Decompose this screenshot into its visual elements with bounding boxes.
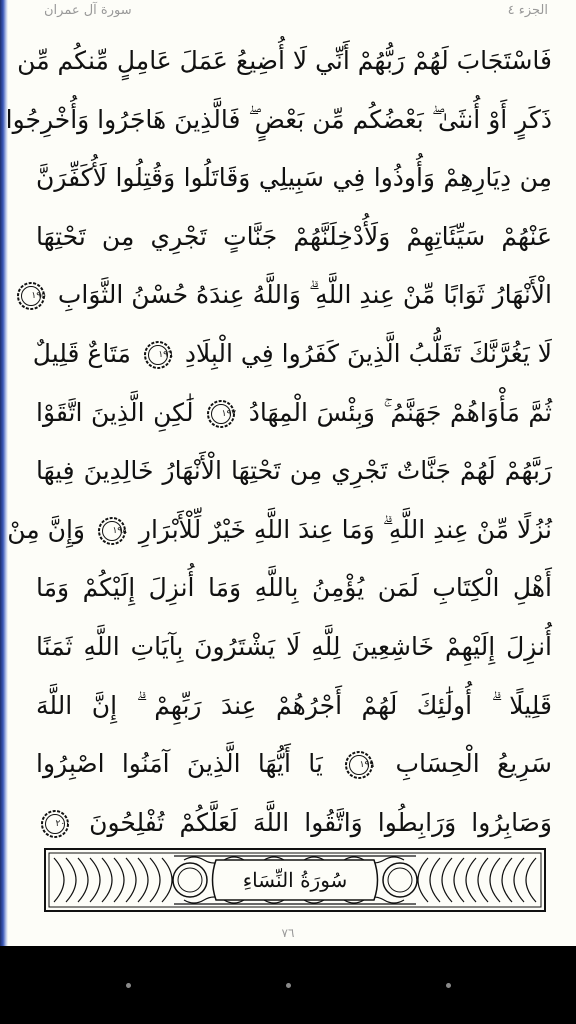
ayah-number: ١٩٩ <box>359 760 375 771</box>
verse-text: الْأَنْهَارُ ثَوَابًا مِّنْ عِندِ اللَّهِ ۗ وَاللَّهُ عِندَهُ حُسْنُ الثَّوَابِ <box>57 280 552 310</box>
ayah-number: ٢٠٠ <box>55 818 70 829</box>
verse-line-12[interactable] <box>36 677 552 736</box>
next-surah-banner[interactable] <box>44 848 546 912</box>
page-number: ٧٦ <box>281 926 295 940</box>
verse-line-3[interactable] <box>36 149 552 208</box>
verse-line-14[interactable] <box>36 794 552 853</box>
verse-line-7[interactable] <box>36 384 552 443</box>
nav-back-dot-icon[interactable] <box>126 983 131 988</box>
ayah-end-marker-icon <box>97 516 127 546</box>
ayah-end-marker-icon <box>206 399 236 429</box>
ayah-number: ١٩٥ <box>31 291 46 302</box>
verse-line-6[interactable] <box>32 325 552 384</box>
verse-line-10[interactable] <box>36 559 552 618</box>
verse-text-block[interactable] <box>5 32 553 852</box>
verse-text: عَنْهُمْ سَيِّئَاتِهِمْ وَلَأُدْخِلَنَّهُمْ جَنَّاتٍ تَجْرِي مِن تَحْتِهَا <box>36 221 552 251</box>
verse-line-13[interactable] <box>36 735 552 794</box>
ayah-number: ١٩٨ <box>112 525 127 536</box>
verse-line-2[interactable] <box>5 91 552 150</box>
verse-line-11[interactable] <box>36 618 552 677</box>
verse-text: لَا يَغُرَّنَّكَ تَقَلُّبُ الَّذِينَ كَفَرُوا فِي الْبِلَادِ <box>184 338 552 368</box>
android-navigation-bar <box>0 946 576 1024</box>
verse-text: وَصَابِرُوا وَرَابِطُوا وَاتَّقُوا اللَّهَ لَعَلَّكُمْ تُفْلِحُونَ <box>89 807 552 837</box>
next-surah-title: سُورَةُ النِّسَاءِ <box>242 868 348 892</box>
ayah-end-marker-icon <box>40 809 70 839</box>
verse-text: نُزُلًا مِّنْ عِندِ اللَّهِ ۗ وَمَا عِندَ اللَّهِ خَيْرٌ لِّلْأَبْرَارِ <box>138 514 552 544</box>
verse-line-1[interactable] <box>17 32 552 91</box>
ayah-end-marker-icon <box>16 281 46 311</box>
verse-text: ذَكَرٍ أَوْ أُنثَىٰ ۖ بَعْضُكُم مِّن بَعْضٍ ۖ فَالَّذِينَ هَاجَرُوا وَأُخْرِجُوا <box>5 104 552 134</box>
verse-text: أُنزِلَ إِلَيْهِمْ خَاشِعِينَ لِلَّهِ لَا يَشْتَرُونَ بِآيَاتِ اللَّهِ ثَمَنًا <box>36 631 552 661</box>
verse-text: أَهْلِ الْكِتَابِ لَمَن يُؤْمِنُ بِاللَّهِ وَمَا أُنزِلَ إِلَيْكُمْ وَمَا <box>36 573 552 603</box>
verse-text: لَٰكِنِ الَّذِينَ اتَّقَوْا <box>36 397 194 427</box>
verse-text: سَرِيعُ الْحِسَابِ <box>395 749 552 779</box>
verse-text: وَإِنَّ مِنْ <box>7 514 85 544</box>
juz-label: الجزء ٤ <box>507 3 548 18</box>
verse-text: يَا أَيُّهَا الَّذِينَ آمَنُوا اصْبِرُوا <box>36 749 323 779</box>
verse-text: رَبَّهُمْ لَهُمْ جَنَّاتٌ تَجْرِي مِن تَحْتِهَا الْأَنْهَارُ خَالِدِينَ فِيهَا <box>36 456 552 486</box>
page-header <box>18 0 558 26</box>
nav-recents-dot-icon[interactable] <box>446 983 451 988</box>
ayah-end-marker-icon <box>344 750 374 780</box>
verse-text: مِن دِيَارِهِمْ وَأُوذُوا فِي سَبِيلِي وَقَاتَلُوا وَقُتِلُوا لَأُكَفِّرَنَّ <box>36 163 552 193</box>
ayah-number: ١٩٧ <box>221 408 237 419</box>
surah-name-label: سورة آل عمران <box>44 3 132 18</box>
verse-text: قَلِيلًا ۗ أُولَٰئِكَ لَهُمْ أَجْرُهُمْ عِندَ رَبِّهِمْ ۗ إِنَّ اللَّهَ <box>36 690 552 720</box>
verse-line-4[interactable] <box>36 208 552 267</box>
verse-line-8[interactable] <box>36 442 552 501</box>
verse-text: فَاسْتَجَابَ لَهُمْ رَبُّهُمْ أَنِّي لَا أُضِيعُ عَمَلَ عَامِلٍ مِّنكُم مِّن <box>17 46 552 75</box>
verse-text: مَتَاعٌ قَلِيلٌ <box>32 338 131 368</box>
verse-line-9[interactable] <box>7 501 552 560</box>
nav-home-dot-icon[interactable] <box>286 983 291 988</box>
verse-text: ثُمَّ مَأْوَاهُمْ جَهَنَّمُ ۚ وَبِئْسَ الْمِهَادُ <box>248 397 553 427</box>
ayah-end-marker-icon <box>143 340 173 370</box>
verse-line-5[interactable] <box>31 266 552 325</box>
ayah-number: ١٩٦ <box>158 349 173 360</box>
